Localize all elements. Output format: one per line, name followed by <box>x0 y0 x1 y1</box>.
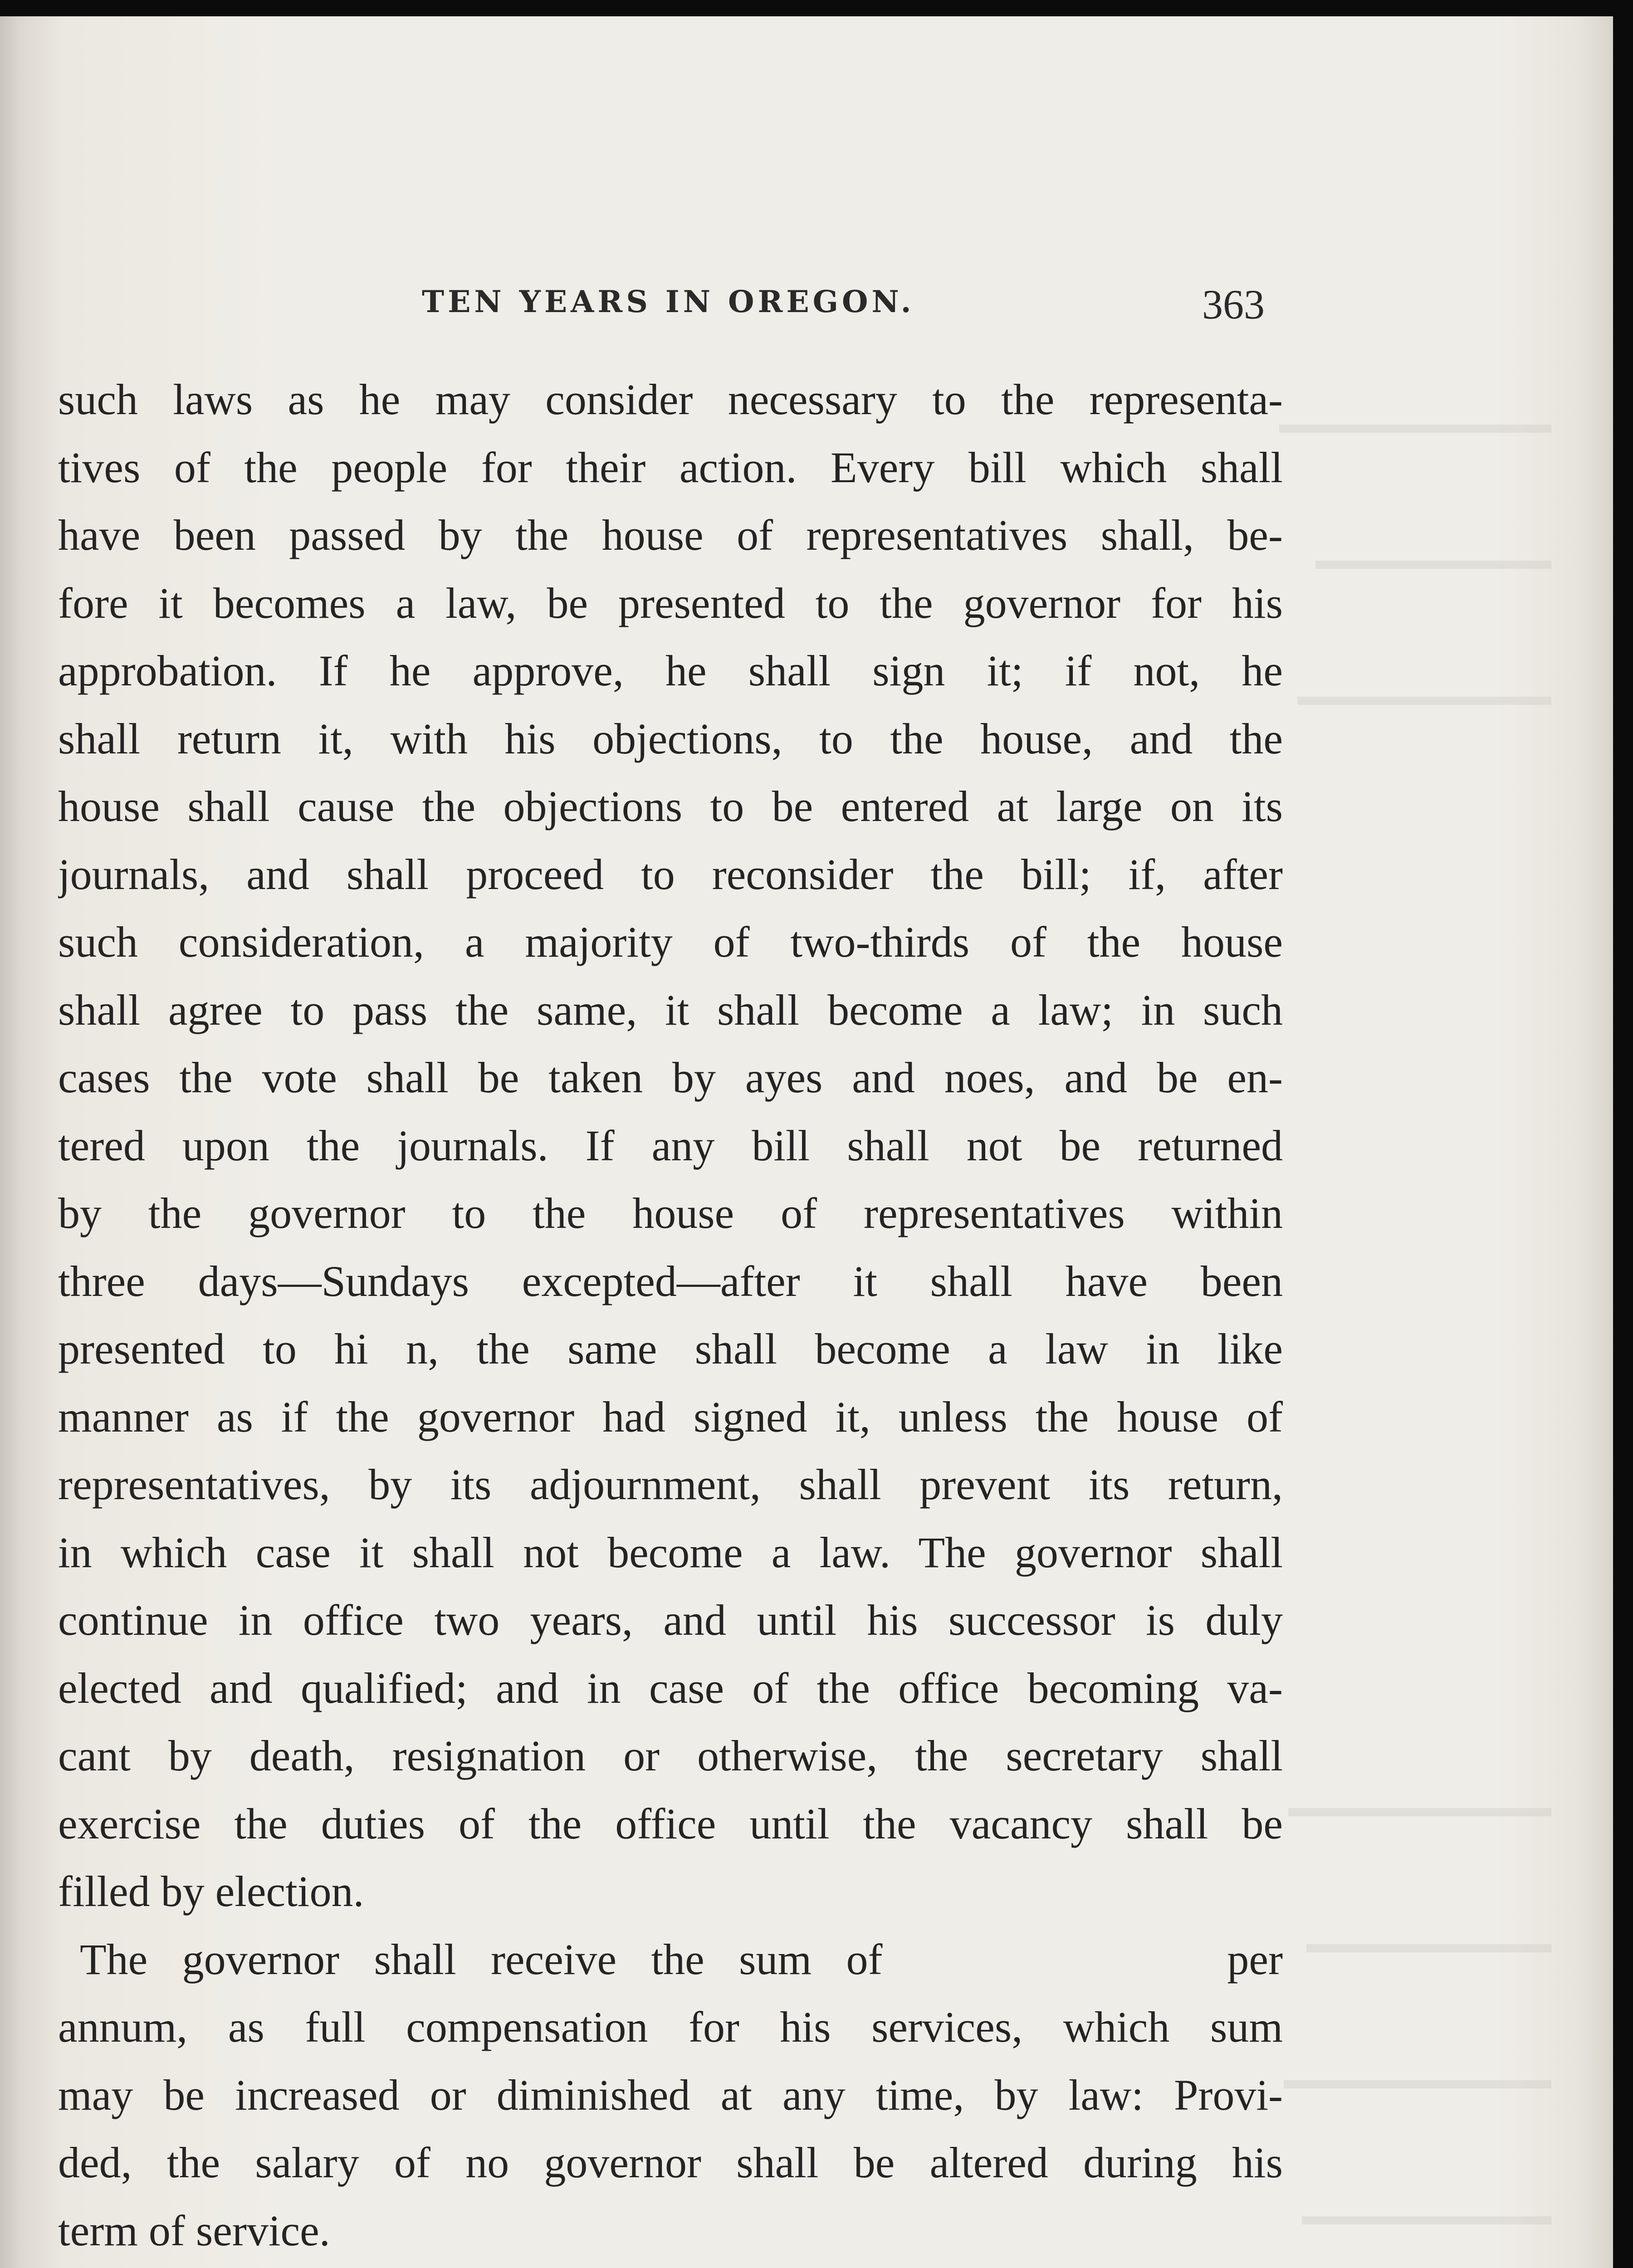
text-line: three days—Sundays excepted—after it shall have been <box>58 1256 1283 1305</box>
text-line: approbation. If he approve, he shall sign it; if not, he <box>58 646 1283 695</box>
text-line: cases the vote shall be taken by ayes and noes, and be en- <box>58 1053 1283 1102</box>
text-line: journals, and shall proceed to reconsider the bill; if, after <box>58 850 1283 899</box>
body-text <box>58 366 1283 2268</box>
text-line: tives of the people for their action. Every bill which shall <box>58 443 1283 492</box>
text-line: shall agree to pass the same, it shall become a law; in such <box>58 985 1283 1034</box>
text-line: presented to hi n, the same shall become a law in like <box>58 1325 1283 1373</box>
text-line: representatives, by its adjournment, shall prevent its return, <box>58 1460 1283 1509</box>
text-line: such consideration, a majority of two-thirds of the house <box>58 918 1283 966</box>
text-line: continue in office two years, and until his successor is duly <box>58 1596 1283 1644</box>
text-line: may be increased or diminished at any time, by law: Provi- <box>58 2070 1283 2119</box>
salary-line-start: The governor shall receive the sum of <box>80 1935 883 1984</box>
text-line: have been passed by the house of representatives shall, be- <box>58 511 1283 559</box>
salary-line-end: per <box>1227 1935 1283 1984</box>
book-page <box>0 16 1613 2268</box>
running-head: TEN YEARS IN OREGON. <box>422 284 915 319</box>
text-line: filled by election. <box>58 1867 364 1916</box>
text-line: manner as if the governor had signed it, unless the house of <box>58 1392 1283 1441</box>
text-line: shall return it, with his objections, to the house, and the <box>58 714 1283 763</box>
text-line: house shall cause the objections to be entered at large on its <box>58 782 1283 831</box>
page-number: 363 <box>1202 281 1265 327</box>
text-line: ded, the salary of no governor shall be altered during his <box>58 2138 1283 2187</box>
text-line: cant by death, resignation or otherwise, the secretary shall <box>58 1731 1283 1780</box>
text-line: term of service. <box>58 2206 330 2255</box>
text-line: by the governor to the house of representatives within <box>58 1189 1283 1237</box>
text-line: in which case it shall not become a law. The governor shall <box>58 1528 1283 1577</box>
text-line: annum, as full compensation for his services, which sum <box>58 2003 1283 2051</box>
salary-line <box>58 1926 1283 1994</box>
text-line: such laws as he may consider necessary to the representa- <box>58 375 1283 424</box>
text-line <box>58 2264 1283 2268</box>
text-line: tered upon the journals. If any bill shall not be returned <box>58 1121 1283 1170</box>
text-line: fore it becomes a law, be presented to the governor for his <box>58 578 1283 627</box>
page-header <box>0 270 1613 338</box>
text-line: exercise the duties of the office until the vacancy shall be <box>58 1799 1283 1848</box>
text-line: elected and qualified; and in case of the office becoming va- <box>58 1663 1283 1712</box>
